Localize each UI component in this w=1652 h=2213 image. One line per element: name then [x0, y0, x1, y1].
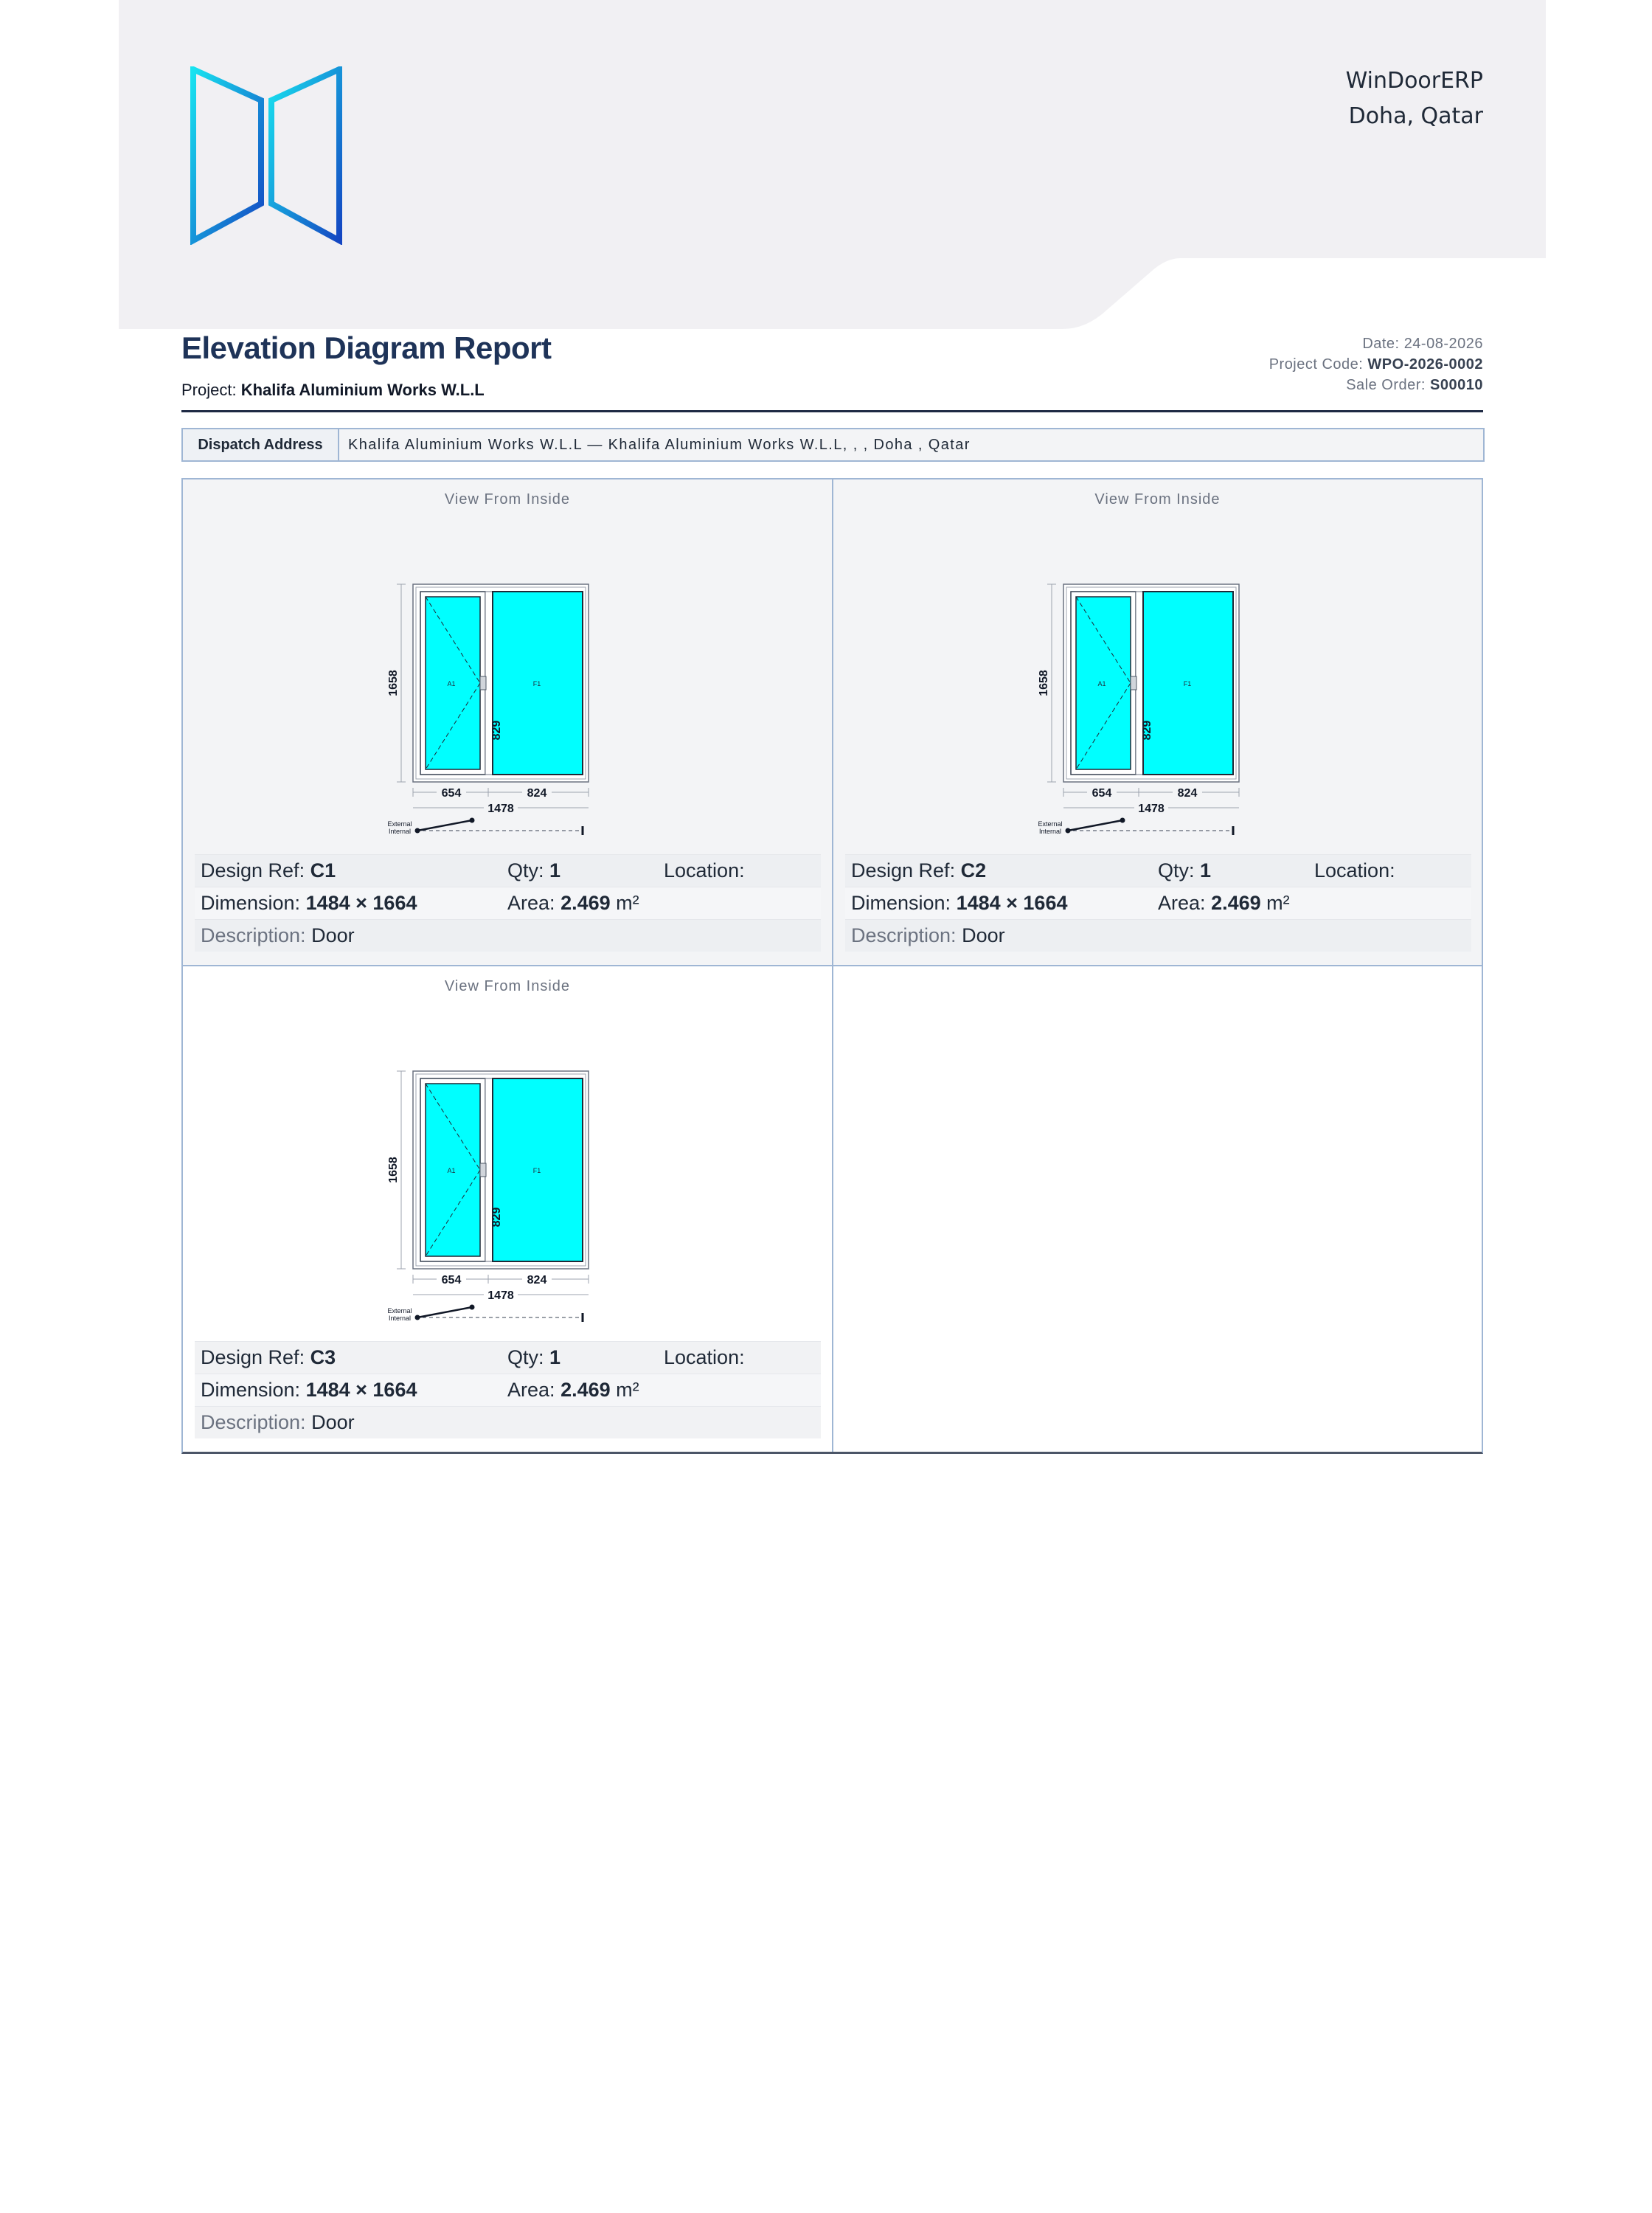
date-value: 24-08-2026 — [1403, 336, 1483, 352]
location — [664, 859, 821, 882]
right-panel-label: F1 — [532, 680, 541, 688]
description — [845, 924, 1471, 947]
project-line — [181, 381, 485, 400]
location — [1314, 859, 1471, 882]
external-label: External — [387, 820, 412, 828]
date-label: Date: — [1362, 336, 1400, 352]
handle-height-label: 829 — [1141, 720, 1153, 741]
area-label: Area: — [507, 892, 555, 914]
elevation-card — [183, 966, 833, 1452]
area — [507, 1379, 821, 1402]
height-label: 1658 — [387, 1157, 400, 1183]
qty-label: Qty: — [507, 859, 544, 882]
qty — [507, 859, 664, 882]
company-info — [1346, 63, 1483, 134]
elevation-grid — [181, 478, 1483, 1454]
design-ref-label: Design Ref: — [201, 1346, 305, 1368]
right-width-label: 824 — [1177, 787, 1198, 800]
dimension-label: Dimension: — [201, 892, 301, 914]
view-label: View From Inside — [1094, 491, 1221, 508]
area-value: 2.469 — [560, 892, 611, 914]
area-value: 2.469 — [560, 1379, 611, 1401]
dispatch-address-row — [181, 428, 1485, 462]
design-ref-label: Design Ref: — [851, 859, 956, 882]
dimension-value: 1484 × 1664 — [956, 892, 1068, 914]
company-logo-icon — [190, 66, 342, 245]
external-label: External — [1038, 820, 1063, 828]
view-label: View From Inside — [444, 978, 571, 994]
dimension-value: 1484 × 1664 — [305, 892, 417, 914]
handle-icon — [480, 676, 486, 690]
details-row — [195, 887, 821, 919]
area-unit: m² — [616, 1379, 639, 1401]
description-value: Door — [311, 924, 355, 946]
handle-icon — [480, 1163, 486, 1177]
dimension — [195, 892, 507, 915]
handle-height-label: 829 — [490, 1207, 503, 1227]
project-code-label: Project Code: — [1268, 356, 1364, 373]
description-value: Door — [311, 1411, 355, 1433]
view-label: View From Inside — [444, 491, 571, 508]
project-code-value: WPO-2026-0002 — [1367, 356, 1483, 373]
sale-order-label: Sale Order: — [1346, 377, 1426, 393]
dimension-value: 1484 × 1664 — [305, 1379, 417, 1401]
internal-label: Internal — [388, 828, 412, 835]
elevation-diagram — [375, 553, 640, 841]
details-row — [845, 919, 1471, 952]
area-value: 2.469 — [1211, 892, 1261, 914]
design-ref-value: C1 — [310, 859, 336, 882]
elevation-card — [833, 479, 1482, 966]
swing-line — [417, 820, 472, 831]
qty-value: 1 — [1200, 859, 1212, 882]
area-unit: m² — [1266, 892, 1290, 914]
elevation-diagram — [1025, 553, 1291, 841]
project-name: Khalifa Aluminium Works W.L.L — [240, 381, 485, 399]
company-name: WinDoorERP — [1345, 68, 1483, 94]
location — [664, 1346, 821, 1369]
qty — [507, 1346, 664, 1369]
dimension-label: Dimension: — [851, 892, 951, 914]
dimension-label: Dimension: — [201, 1379, 301, 1401]
left-panel-label: A1 — [1097, 680, 1106, 688]
project-label: Project: — [181, 381, 237, 399]
swing-line — [417, 1307, 472, 1317]
total-width-label: 1478 — [487, 803, 514, 815]
height-label: 1658 — [1038, 670, 1050, 696]
details-row — [195, 854, 821, 887]
external-label: External — [387, 1307, 412, 1315]
design-ref — [195, 1346, 507, 1369]
handle-height-label: 829 — [490, 720, 503, 741]
details-row — [195, 1374, 821, 1406]
details-row — [195, 919, 821, 952]
qty-label: Qty: — [507, 1346, 544, 1368]
right-width-label: 824 — [527, 787, 547, 800]
details-row — [845, 854, 1471, 887]
qty-value: 1 — [549, 859, 561, 882]
right-width-label: 824 — [527, 1274, 547, 1286]
description-value: Door — [962, 924, 1005, 946]
details-row — [195, 1341, 821, 1374]
design-ref-value: C3 — [310, 1346, 336, 1368]
area — [507, 892, 821, 915]
left-width-label: 654 — [1092, 787, 1112, 800]
total-width-label: 1478 — [487, 1289, 514, 1302]
internal-label: Internal — [388, 1315, 412, 1322]
elevation-diagram — [375, 1040, 640, 1328]
height-label: 1658 — [387, 670, 400, 696]
qty-value: 1 — [549, 1346, 561, 1368]
area-unit: m² — [616, 892, 639, 914]
item-details — [195, 854, 821, 952]
area-label: Area: — [1158, 892, 1206, 914]
total-width-label: 1478 — [1138, 803, 1165, 815]
dimension — [195, 1379, 507, 1402]
item-details — [845, 854, 1471, 952]
date-line — [1269, 333, 1483, 354]
report-meta — [1269, 333, 1483, 395]
left-width-label: 654 — [441, 1274, 462, 1286]
description-label: Description: — [851, 924, 957, 946]
right-panel-label: F1 — [1183, 680, 1192, 688]
project-code-line — [1269, 354, 1483, 375]
design-ref-label: Design Ref: — [201, 859, 305, 882]
header-divider — [181, 410, 1483, 412]
sale-order-value: S00010 — [1430, 377, 1483, 393]
right-panel-label: F1 — [532, 1167, 541, 1174]
sale-order-line — [1269, 375, 1483, 395]
left-panel-label: A1 — [447, 1167, 456, 1174]
description — [195, 924, 821, 947]
dimension — [845, 892, 1158, 915]
company-city: Doha, Qatar — [1348, 103, 1483, 129]
description-label: Description: — [201, 1411, 306, 1433]
report-title: Elevation Diagram Report — [181, 330, 552, 365]
design-ref-value: C2 — [960, 859, 987, 882]
elevation-card — [183, 479, 833, 966]
location-label: Location: — [664, 1346, 745, 1368]
qty — [1158, 859, 1314, 882]
empty-card — [833, 966, 1482, 1452]
internal-label: Internal — [1038, 828, 1062, 835]
qty-label: Qty: — [1158, 859, 1195, 882]
item-details — [195, 1341, 821, 1438]
left-panel-label: A1 — [447, 680, 456, 688]
design-ref — [845, 859, 1158, 882]
swing-line — [1068, 820, 1122, 831]
dispatch-address-label: Dispatch Address — [183, 429, 339, 460]
handle-icon — [1131, 676, 1136, 690]
area — [1158, 892, 1471, 915]
dispatch-address-value: Khalifa Aluminium Works W.L.L — Khalifa Aluminium Works W.L.L, , , Doha , Qatar — [348, 436, 971, 453]
left-width-label: 654 — [441, 787, 462, 800]
design-ref — [195, 859, 507, 882]
area-label: Area: — [507, 1379, 555, 1401]
details-row — [195, 1406, 821, 1438]
description-label: Description: — [201, 924, 306, 946]
location-label: Location: — [664, 859, 745, 882]
description — [195, 1411, 821, 1434]
details-row — [845, 887, 1471, 919]
location-label: Location: — [1314, 859, 1395, 882]
